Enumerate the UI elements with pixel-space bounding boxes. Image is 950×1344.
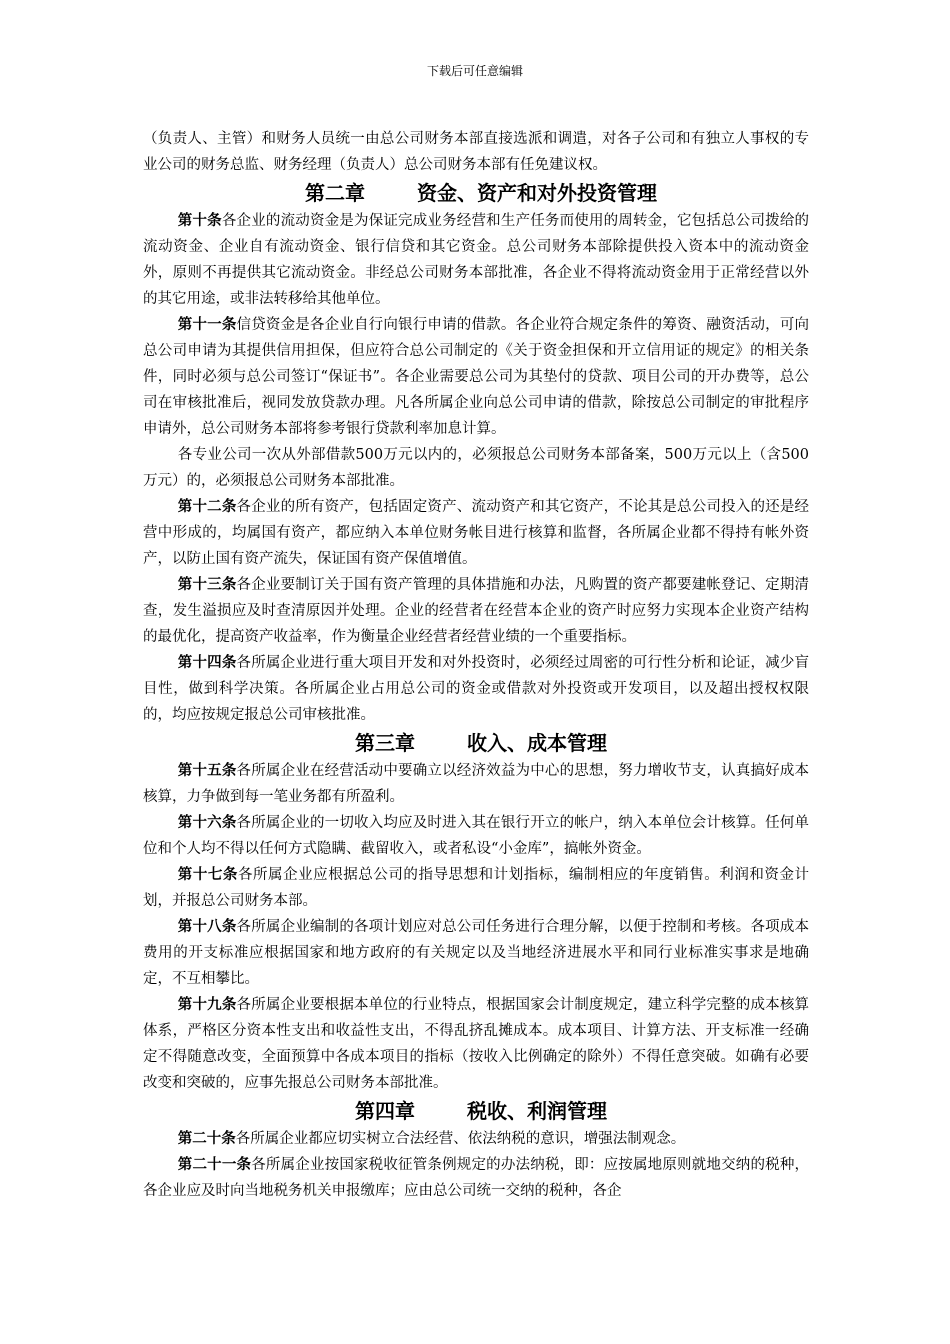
article-label: 第二十一条 [177, 1156, 252, 1173]
article [143, 992, 809, 1096]
chapter-title: 资金、资产和对外投资管理 [417, 181, 657, 205]
page-header: 下载后可任意编辑 [426, 64, 523, 78]
article [143, 1126, 809, 1152]
chapter-number: 第四章 [355, 1099, 415, 1123]
article-text: 各所属企业按国家税收征管条例规定的办法纳税，即：应按属地原则就地交纳的税种，各企业应及时向当地税务机关申报缴库；应由总公司统一交纳的税种，各企 [143, 1157, 810, 1199]
article-text: 各所属企业都应切实树立合法经营、依法纳税的意识，增强法制观念。 [235, 1131, 686, 1147]
article-text: 各所属企业进行重大项目开发和对外投资时，必须经过周密的可行性分析和论证，减少盲目性，做到科学决策。各所属企业占用总公司的资金或借款对外投资或开发项目，以及超出授权权限的，均应按规定报总公司审核批准。 [143, 655, 809, 723]
article [143, 914, 809, 992]
chapter-heading [143, 728, 809, 758]
article-label: 第十六条 [177, 814, 237, 831]
article [143, 572, 809, 650]
article [143, 312, 809, 442]
article-text: 各企业的流动资金是为保证完成业务经营和生产任务而使用的周转金，它包括总公司拨给的流动资金、企业自有流动资金、银行信贷和其它资金。总公司财务本部除提供投入资本中的流动资金外，原则不再提供其它流动资金。非经总公司财务本部批准，各企业不得将流动资金用于正常经营以外的其它用途，或非法转移给其他单位。 [143, 213, 810, 307]
article-text: 各企业要制订关于国有资产管理的具体措施和办法，凡购置的资产都要建帐登记、定期清查，发生溢损应及时查清原因并处理。企业的经营者在经营本企业的资产时应努力实现本企业资产结构的最优化，提高资产收益率，作为衡量企业经营者经营业绩的一个重要指标。 [143, 577, 809, 645]
article-text: 各所属企业在经营活动中要确立以经济效益为中心的思想，努力增收节支，认真搞好成本核算，力争做到每一笔业务都有所盈利。 [143, 763, 809, 805]
article-label: 第十五条 [177, 762, 237, 779]
article-label: 第十九条 [177, 996, 237, 1013]
chapter-number: 第二章 [305, 181, 365, 205]
article-text: 信贷资金是各企业自行向银行申请的借款。各企业符合规定条件的筹资、融资活动，可向总公司申请为其提供信用担保，但应符合总公司制定的《关于资金担保和开立信用证的规定》的相关条件，同时必须与总公司签订“保证书”。各企业需要总公司为其垫付的贷款、项目公司的开办费等，总公司在审核批准后，视同发放贷款办理。凡各所属企业向总公司申请的借款，除按总公司制定的审批程序申请外，总公司财务本部将参考银行贷款利率加息计算。 [143, 317, 809, 437]
chapter-heading [143, 1096, 809, 1126]
article-text: 各所属企业编制的各项计划应对总公司任务进行合理分解，以便于控制和考核。各项成本费用的开支标准应根据国家和地方政府的有关规定以及当地经济进展水平和同行业标准实事求是地确定，不互相攀比。 [143, 919, 809, 987]
paragraph [143, 126, 809, 178]
paragraph [143, 442, 809, 494]
article-text: 各企业的所有资产，包括固定资产、流动资产和其它资产，不论其是总公司投入的还是经营中形成的，均属国有资产，都应纳入本单位财务帐目进行核算和监督，各所属企业都不得持有帐外资产，以防止国有资产流失，保证国有资产保值增值。 [143, 499, 809, 567]
article-label: 第十条 [177, 212, 222, 229]
article-label: 第十七条 [177, 866, 238, 883]
paragraph-text: （负责人、主管）和财务人员统一由总公司财务本部直接选派和调遣，对各子公司和有独立人事权的专业公司的财务总监、财务经理（负责人）总公司财务本部有任免建议权。 [143, 131, 809, 173]
article-text: 各所属企业要根据本单位的行业特点，根据国家会计制度规定，建立科学完整的成本核算体系，严格区分资本性支出和收益性支出，不得乱挤乱摊成本。成本项目、计算方法、开支标准一经确定不得随意改变，全面预算中各成本项目的指标（按收入比例确定的除外）不得任意突破。如确有必要改变和突破的，应事先报总公司财务本部批准。 [143, 997, 809, 1091]
chapter-number: 第三章 [355, 731, 415, 755]
article-label: 第十三条 [177, 576, 237, 593]
article-label: 第十四条 [177, 654, 237, 671]
paragraph-text: 各专业公司一次从外部借款500万元以内的，必须报总公司财务本部备案，500万元以上（含500万元）的，必须报总公司财务本部批准。 [143, 447, 809, 489]
article [143, 494, 809, 572]
document-body [143, 126, 809, 1204]
article-label: 第十八条 [177, 918, 237, 935]
article [143, 1152, 809, 1204]
article [143, 810, 809, 862]
article-label: 第二十条 [177, 1130, 236, 1147]
chapter-heading [143, 178, 809, 208]
article-text: 各所属企业应根据总公司的指导思想和计划指标，编制相应的年度销售。利润和资金计划，并报总公司财务本部。 [143, 867, 810, 909]
article [143, 650, 809, 728]
article-label: 第十二条 [177, 498, 237, 515]
chapter-title: 收入、成本管理 [467, 731, 607, 755]
article-label: 第十一条 [177, 316, 237, 333]
article-text: 各所属企业的一切收入均应及时进入其在银行开立的帐户，纳入本单位会计核算。任何单位和个人均不得以任何方式隐瞒、截留收入，或者私设“小金库”，搞帐外资金。 [143, 815, 809, 857]
chapter-title: 税收、利润管理 [467, 1099, 607, 1123]
article [143, 208, 809, 312]
article [143, 758, 809, 810]
article [143, 862, 809, 914]
